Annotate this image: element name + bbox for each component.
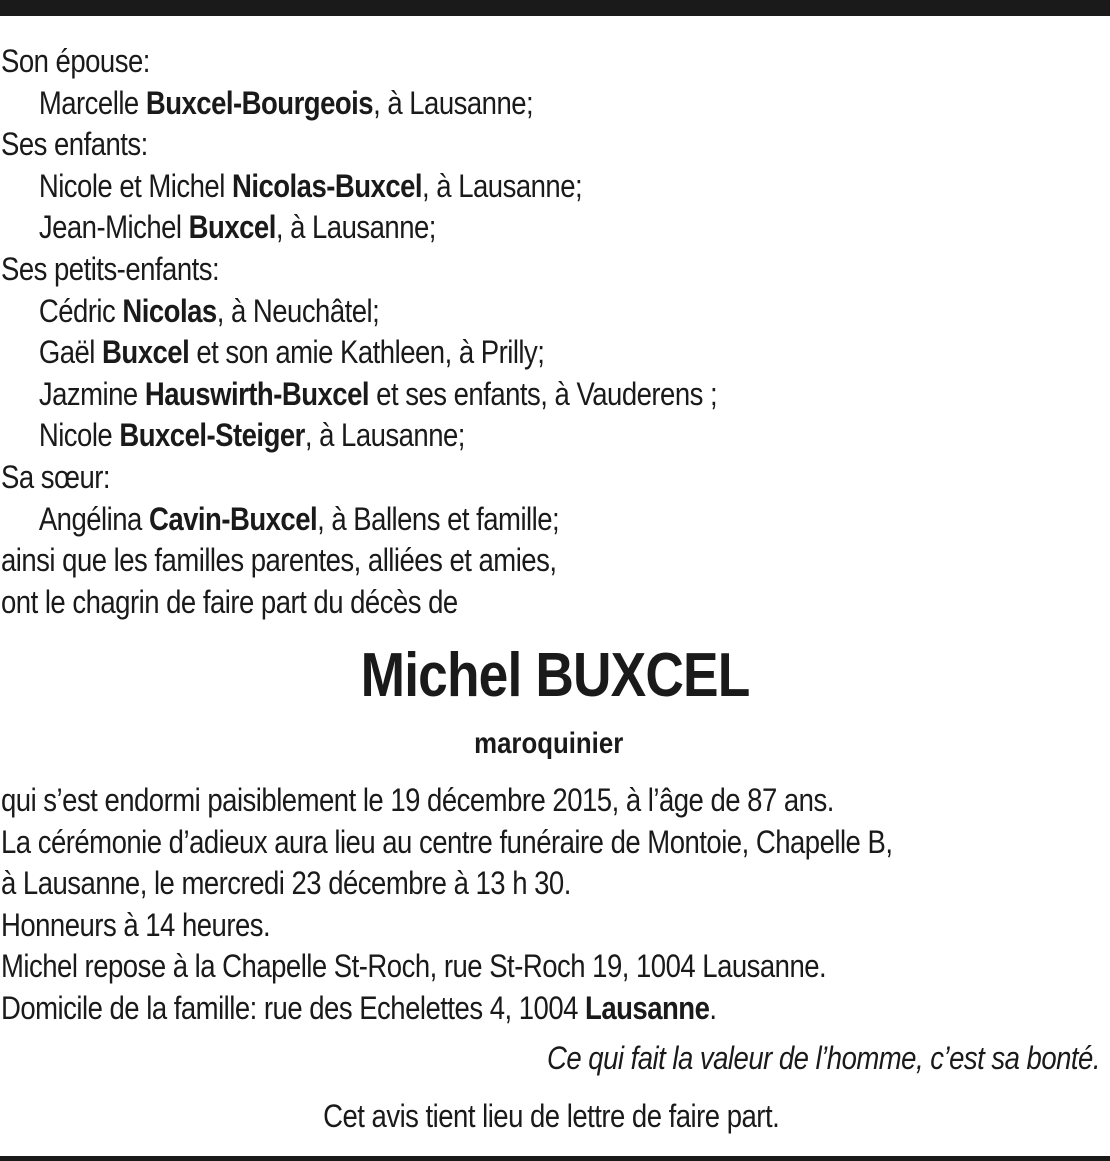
domicile-line: Domicile de la famille: rue des Echelettes 4, 1004 Lausanne. bbox=[1, 989, 717, 1026]
deceased-profession: maroquinier bbox=[474, 727, 624, 760]
sister-heading: Sa sœur: bbox=[1, 458, 111, 495]
grandchild-entry: Gaël Buxcel et son amie Kathleen, à Prilly; bbox=[38, 334, 545, 371]
detail-line: Michel repose à la Chapelle St-Roch, rue St-Roch 19, 1004 Lausanne. bbox=[1, 948, 827, 985]
sister-entry: Angélina Cavin-Buxcel, à Ballens et famille; bbox=[38, 500, 560, 537]
child-entry: Nicole et Michel Nicolas-Buxcel, à Lausanne; bbox=[38, 167, 583, 204]
family-name: Nicolas-Buxcel bbox=[231, 167, 423, 204]
deceased-name: Michel BUXCEL bbox=[360, 641, 750, 710]
family-name: Buxcel-Steiger bbox=[119, 417, 305, 454]
children-heading: Ses enfants: bbox=[1, 126, 148, 163]
family-name: Buxcel-Bourgeois bbox=[145, 84, 374, 121]
ceremony-details bbox=[1, 780, 951, 1030]
family-name: Buxcel bbox=[188, 209, 276, 246]
family-name: Cavin-Buxcel bbox=[148, 500, 318, 537]
top-rule bbox=[0, 0, 1110, 16]
detail-line: La cérémonie d’adieux aura lieu au centre funéraire de Montoie, Chapelle B, bbox=[1, 823, 893, 860]
detail-line: Honneurs à 14 heures. bbox=[1, 906, 271, 943]
family-list bbox=[1, 41, 951, 623]
domicile-city: Lausanne bbox=[585, 989, 710, 1026]
closing-line: ont le chagrin de faire part du décès de bbox=[1, 583, 458, 620]
spouse-heading: Son épouse: bbox=[1, 43, 150, 79]
spouse-entry: Marcelle Buxcel-Bourgeois, à Lausanne; bbox=[38, 84, 534, 121]
grandchildren-heading: Ses petits-enfants: bbox=[1, 250, 220, 287]
closing-line: ainsi que les familles parentes, alliées et amies, bbox=[1, 542, 557, 579]
family-name: Hauswirth-Buxcel bbox=[144, 375, 370, 412]
family-name: Buxcel bbox=[102, 334, 190, 371]
child-entry: Jean-Michel Buxcel, à Lausanne; bbox=[38, 209, 436, 246]
detail-line: qui s’est endormi paisiblement le 19 décembre 2015, à l’âge de 87 ans. bbox=[1, 782, 834, 818]
grandchild-entry: Cédric Nicolas, à Neuchâtel; bbox=[38, 292, 380, 329]
grandchild-entry: Nicole Buxcel-Steiger, à Lausanne; bbox=[38, 417, 465, 454]
memorial-quote: Ce qui fait la valeur de l’homme, c’est sa bonté. bbox=[547, 1040, 1100, 1076]
family-name: Nicolas bbox=[122, 292, 217, 329]
grandchild-entry: Jazmine Hauswirth-Buxcel et ses enfants, à Vauderens ; bbox=[38, 375, 718, 412]
notice-line: Cet avis tient lieu de lettre de faire part. bbox=[322, 1098, 780, 1134]
bottom-rule bbox=[0, 1156, 1110, 1161]
detail-line: à Lausanne, le mercredi 23 décembre à 13 h 30. bbox=[1, 865, 571, 902]
